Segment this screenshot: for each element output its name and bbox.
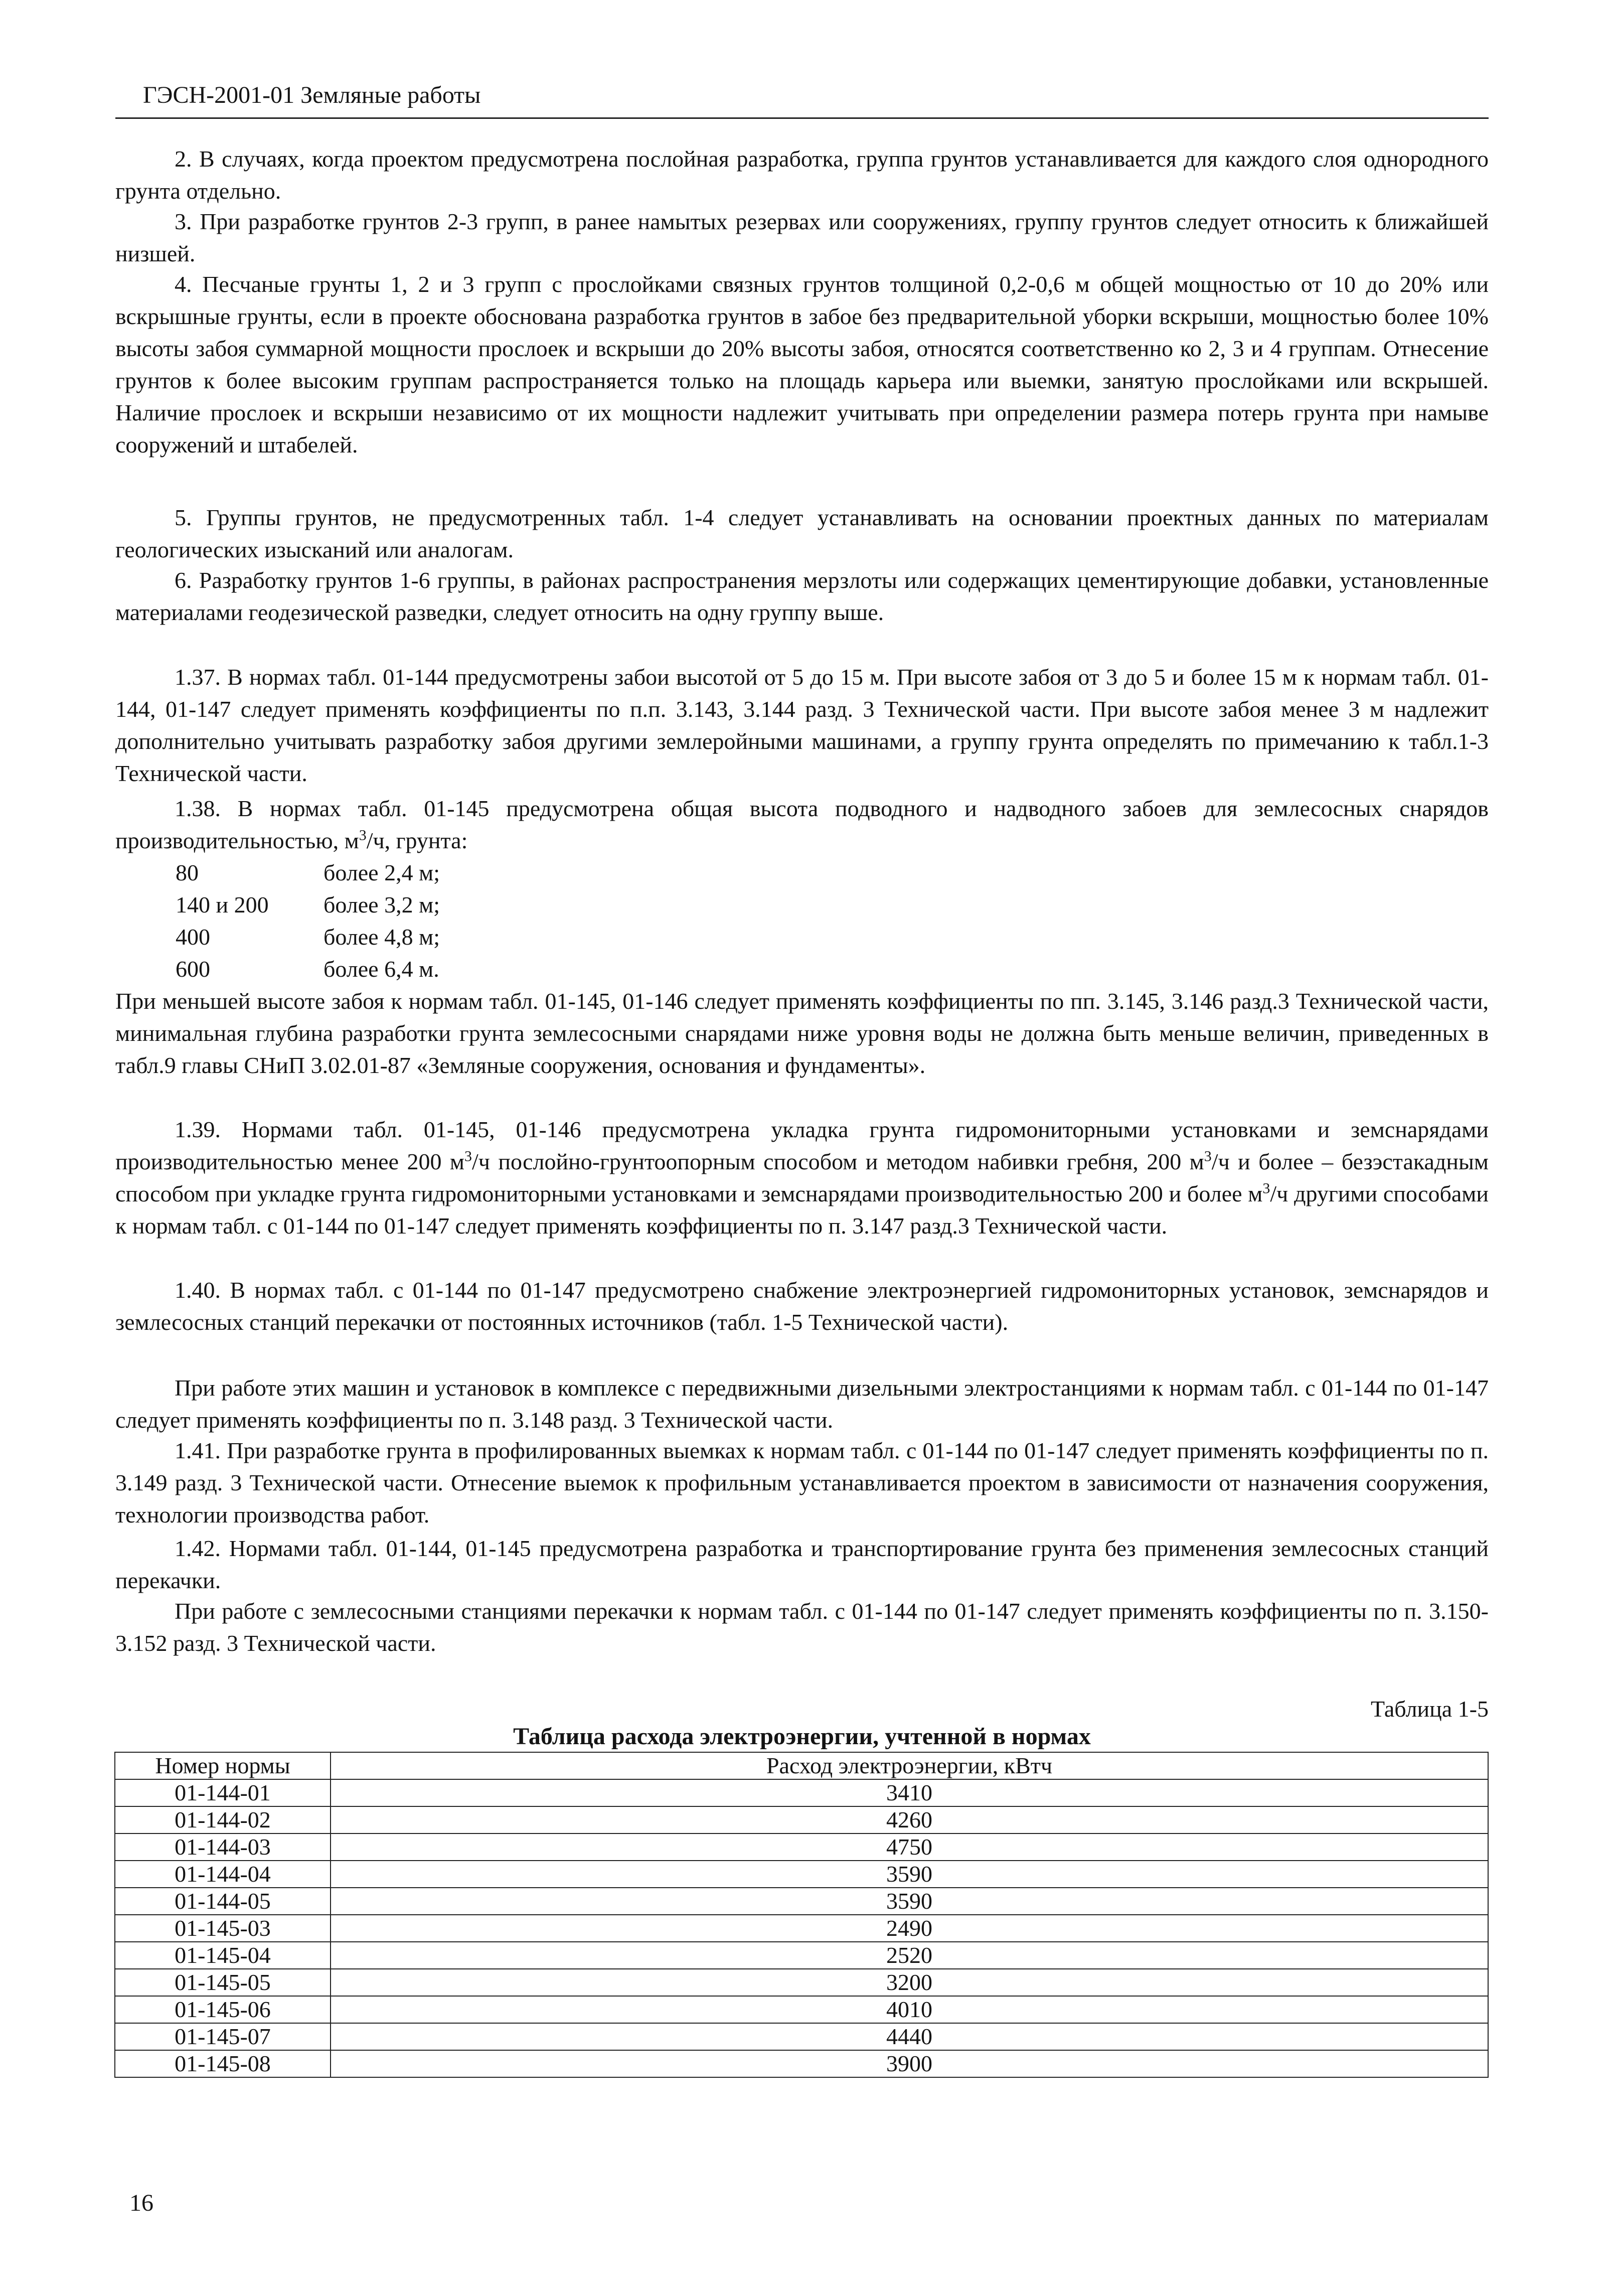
table-row bbox=[115, 1806, 1488, 1833]
paragraph-1-39 bbox=[115, 1114, 1489, 1242]
norm-number-cell: 01-145-07 bbox=[115, 2023, 331, 2050]
cubic-superscript: 3 bbox=[464, 1148, 472, 1165]
table-row bbox=[115, 1996, 1488, 2023]
cubic-superscript: 3 bbox=[1204, 1148, 1212, 1165]
consumption-cell: 3900 bbox=[331, 2050, 1488, 2077]
table-title: Таблица расхода электроэнергии, учтенной в нормах bbox=[513, 1723, 1091, 1750]
table-number: Таблица 1-5 bbox=[1370, 1696, 1489, 1722]
cubic-superscript: 3 bbox=[359, 827, 367, 844]
electricity-table bbox=[114, 1752, 1489, 2078]
consumption-cell: 2520 bbox=[331, 1942, 1488, 1969]
paragraph-6: 6. Разработку грунтов 1-6 группы, в районах распространения мерзлоты или содержащих цементирующие добавки, установленные материалами геодезической разведки, следует относить на одну группу выше. bbox=[115, 567, 1489, 625]
consumption-cell: 3200 bbox=[331, 1969, 1488, 1996]
norm-number-cell: 01-144-04 bbox=[115, 1861, 331, 1888]
norm-number-cell: 01-144-01 bbox=[115, 1779, 331, 1806]
list-height: более 2,4 м; bbox=[323, 860, 440, 885]
paragraph-1-37: 1.37. В нормах табл. 01-144 предусмотрены забои высотой от 5 до 15 м. При высоте забоя от 3 до 5 и более 15 м к нормам табл. 01-144, 01-147 следует применять коэффициенты по п.п. 3.143, 3.144 разд. 3 Технической части. При высоте забоя менее 3 м надлежит дополнительно учитывать разработку забоя другими землеройными машинами, а группу грунта определять по примечанию к табл.1-3 Технической части. bbox=[115, 664, 1489, 786]
table-row bbox=[115, 1888, 1488, 1915]
table-header-row bbox=[115, 1752, 1488, 1779]
consumption-cell: 4440 bbox=[331, 2023, 1488, 2050]
paragraph-1-40: 1.40. В нормах табл. с 01-144 по 01-147 предусмотрено снабжение электроэнергией гидромониторных установок, земснарядов и землесосных станций перекачки от постоянных источников (табл. 1-5 Технической части). bbox=[115, 1277, 1489, 1335]
paragraph-3: 3. При разработке грунтов 2-3 групп, в ранее намытых резервах или сооружениях, группу грунтов следует относить к ближайшей низшей. bbox=[115, 209, 1489, 266]
list-height: более 6,4 м. bbox=[323, 956, 439, 982]
norm-number-cell: 01-144-03 bbox=[115, 1833, 331, 1861]
table-row bbox=[115, 1942, 1488, 1969]
norm-number-cell: 01-145-04 bbox=[115, 1942, 331, 1969]
header-rule bbox=[115, 117, 1489, 119]
table-row bbox=[115, 1779, 1488, 1806]
paragraph-1-38-continued: При меньшей высоте забоя к нормам табл. 01-145, 01-146 следует применять коэффициенты по пп. 3.145, 3.146 разд.3 Технической части, минимальная глубина разработки грунта землесосными снарядами ниже уровня воды не должна быть меньше величин, приведенных в табл.9 главы СНиП 3.02.01-87 «Земляные сооружения, основания и фундаменты». bbox=[115, 988, 1489, 1078]
list-capacity: 600 bbox=[176, 956, 210, 982]
table-row bbox=[115, 2050, 1488, 2077]
norm-number-cell: 01-145-05 bbox=[115, 1969, 331, 1996]
table-row bbox=[115, 1915, 1488, 1942]
paragraph-1-39-text: /ч другими способами к нормам табл. с 01-144 по 01-147 следует применять коэффициенты по п. 3.147 разд.3 Технической части. bbox=[115, 1181, 1489, 1239]
consumption-cell: 4260 bbox=[331, 1806, 1488, 1833]
consumption-cell: 3410 bbox=[331, 1779, 1488, 1806]
paragraph-1-38-text: 1.38. В нормах табл. 01-145 предусмотрена общая высота подводного и надводного забоев для землесосных снарядов производительностью, м bbox=[115, 796, 1489, 853]
table-row bbox=[115, 2023, 1488, 2050]
norm-number-cell: 01-144-05 bbox=[115, 1888, 331, 1915]
paragraph-1-40-b: При работе этих машин и установок в комплексе с передвижными дизельными электростанциями к нормам табл. с 01-144 по 01-147 следует применять коэффициенты по п. 3.148 разд. 3 Технической части. bbox=[115, 1375, 1489, 1433]
column-header-consumption: Расход электроэнергии, кВтч bbox=[331, 1752, 1488, 1779]
paragraph-1-39-text: 1.39. Нормами табл. 01-145, 01-146 предусмотрена укладка грунта гидромониторными установками и земснарядами производительностью менее 200 м bbox=[115, 1117, 1489, 1174]
consumption-cell: 3590 bbox=[331, 1888, 1488, 1915]
paragraph-1-42-b: При работе с землесосными станциями перекачки к нормам табл. с 01-144 по 01-147 следует применять коэффициенты по п. 3.150-3.152 разд. 3 Технической части. bbox=[115, 1598, 1489, 1656]
running-header: ГЭСН-2001-01 Земляные работы bbox=[143, 82, 481, 108]
consumption-cell: 3590 bbox=[331, 1861, 1488, 1888]
paragraph-2: 2. В случаях, когда проектом предусмотрена послойная разработка, группа грунтов устанавливается для каждого слоя однородного грунта отдельно. bbox=[115, 146, 1489, 204]
paragraph-1-38-text-end: /ч, грунта: bbox=[366, 828, 468, 853]
consumption-cell: 2490 bbox=[331, 1915, 1488, 1942]
norm-number-cell: 01-145-06 bbox=[115, 1996, 331, 2023]
paragraph-1-39-text: /ч послойно-грунтоопорным способом и методом набивки гребня, 200 м bbox=[472, 1149, 1204, 1174]
norm-number-cell: 01-145-03 bbox=[115, 1915, 331, 1942]
list-capacity: 400 bbox=[176, 924, 210, 950]
table-row bbox=[115, 1833, 1488, 1861]
paragraph-4: 4. Песчаные грунты 1, 2 и 3 групп с прослойками связных грунтов толщиной 0,2-0,6 м общей мощностью от 10 до 20% или вскрышные грунты, если в проекте обоснована разработка грунтов в забое без предварительной уборки вскрыши, мощностью более 10% высоты забоя суммарной мощности прослоек и вскрыши до 20% высоты забоя, относятся соответственно ко 2, 3 и 4 группам. Отнесение грунтов к более высоким группам распространяется только на площадь карьера или выемки, занятую прослойками или вскрышей. Наличие прослоек и вскрыши независимо от их мощности надлежит учитывать при определении размера потерь грунта при намыве сооружений и штабелей. bbox=[115, 271, 1489, 457]
list-height: более 4,8 м; bbox=[323, 924, 440, 950]
paragraph-1-42: 1.42. Нормами табл. 01-144, 01-145 предусмотрена разработка и транспортирование грунта без применения землесосных станций перекачки. bbox=[115, 1536, 1489, 1593]
cubic-superscript: 3 bbox=[1262, 1180, 1270, 1197]
table-row bbox=[115, 1969, 1488, 1996]
list-capacity: 140 и 200 bbox=[176, 892, 269, 917]
consumption-cell: 4750 bbox=[331, 1833, 1488, 1861]
paragraph-1-38 bbox=[115, 793, 1489, 857]
page-number: 16 bbox=[129, 2190, 153, 2216]
paragraph-5: 5. Группы грунтов, не предусмотренных табл. 1-4 следует устанавливать на основании проектных данных по материалам геологических изысканий или аналогам. bbox=[115, 505, 1489, 562]
column-header-norm: Номер нормы bbox=[115, 1752, 331, 1779]
table-row bbox=[115, 1861, 1488, 1888]
consumption-cell: 4010 bbox=[331, 1996, 1488, 2023]
norm-number-cell: 01-144-02 bbox=[115, 1806, 331, 1833]
paragraph-1-41: 1.41. При разработке грунта в профилированных выемках к нормам табл. с 01-144 по 01-147 следует применять коэффициенты по п. 3.149 разд. 3 Технической части. Отнесение выемок к профильным устанавливается проектом в зависимости от назначения сооружения, технологии производства работ. bbox=[115, 1438, 1489, 1527]
norm-number-cell: 01-145-08 bbox=[115, 2050, 331, 2077]
list-height: более 3,2 м; bbox=[323, 892, 440, 917]
list-capacity: 80 bbox=[176, 860, 199, 885]
paragraph-1-39-text: /ч и более – безэстакадным способом при укладке грунта гидромониторными установками и земснарядами производительностью 200 и более м bbox=[115, 1149, 1489, 1206]
